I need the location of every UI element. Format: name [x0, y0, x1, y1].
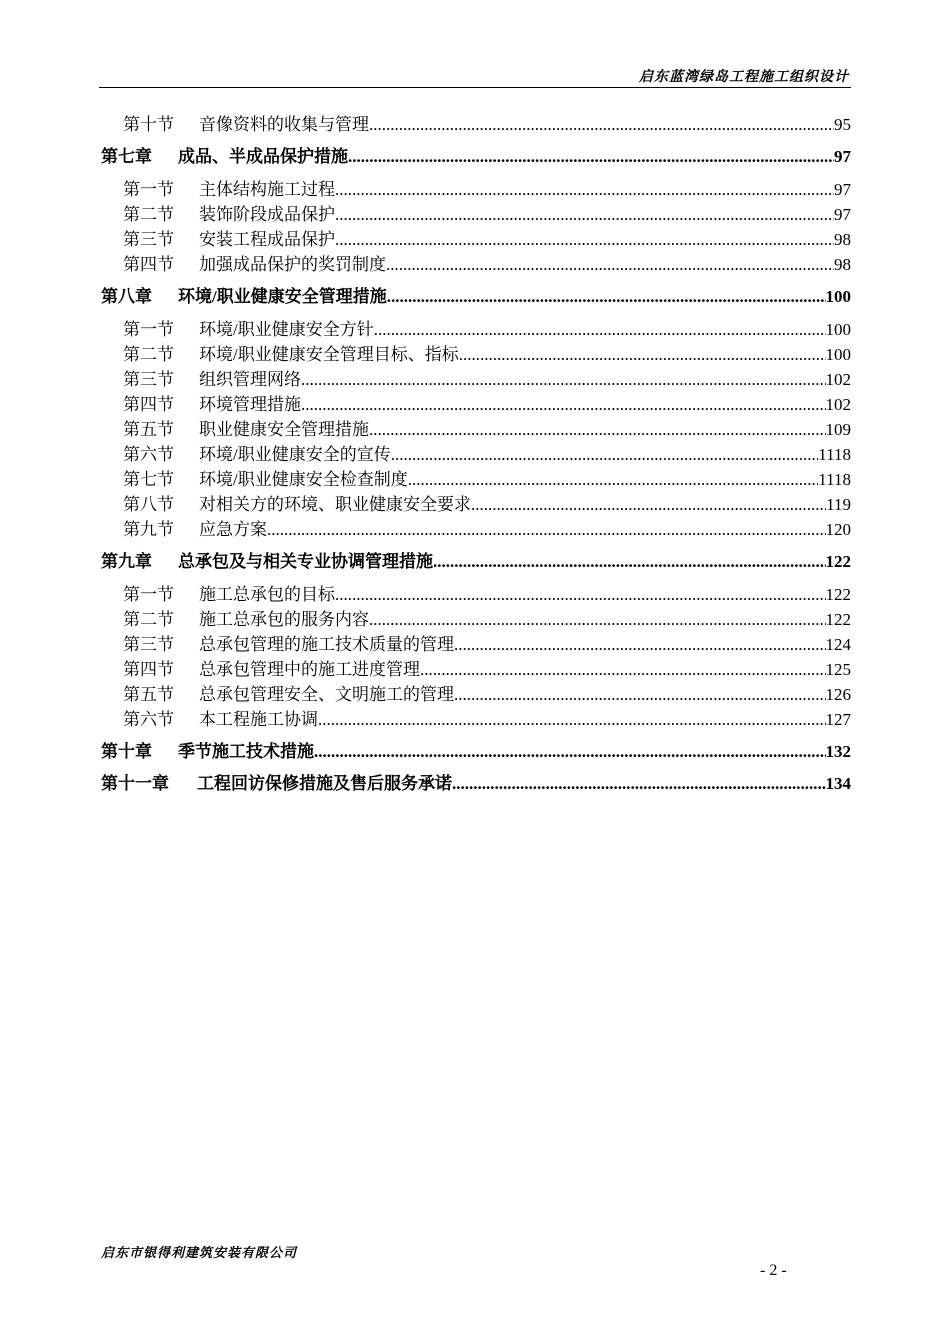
toc-entry-number: 第十一章 [101, 774, 169, 793]
toc-dot-leader [386, 252, 834, 277]
toc-entry-number: 第二节 [123, 205, 174, 224]
toc-section-entry[interactable] [101, 252, 851, 277]
toc-dot-leader [335, 227, 834, 252]
toc-entry-page: 102 [825, 370, 851, 389]
toc-entry-page: 1118 [818, 470, 851, 489]
toc-entry-number: 第三节 [123, 370, 174, 389]
toc-dot-leader [454, 632, 826, 657]
toc-entry-page: 122 [825, 585, 851, 604]
toc-entry-page: 97 [834, 205, 851, 224]
toc-entry-page: 127 [825, 710, 851, 729]
toc-section-entry[interactable] [101, 657, 851, 682]
toc-entry-page: 98 [834, 230, 851, 249]
toc-entry-page: 119 [826, 495, 851, 514]
toc-entry-title: 环境/职业健康安全管理目标、指标 [199, 345, 459, 364]
toc-dot-leader [420, 657, 826, 682]
toc-dot-leader [433, 550, 826, 574]
toc-entry-number: 第一节 [123, 320, 174, 339]
toc-chapter-entry[interactable] [101, 145, 851, 169]
toc-section-entry[interactable] [101, 342, 851, 367]
toc-entry-title: 工程回访保修措施及售后服务承诺 [197, 774, 452, 793]
toc-entry-page: 124 [825, 635, 851, 654]
toc-section-entry[interactable] [101, 227, 851, 252]
toc-entry-number: 第一节 [123, 180, 174, 199]
toc-entry-number: 第一节 [123, 585, 174, 604]
page-number: - 2 - [760, 1262, 787, 1279]
toc-entry-number: 第六节 [123, 710, 174, 729]
toc-dot-leader [369, 417, 826, 442]
footer-company-name: 启东市银得利建筑安装有限公司 [101, 1246, 298, 1261]
toc-dot-leader [335, 202, 834, 227]
toc-entry-title: 组织管理网络 [199, 370, 301, 389]
toc-entry-number: 第七节 [123, 470, 174, 489]
toc-entry-page: 134 [825, 774, 851, 793]
toc-dot-leader [408, 467, 819, 492]
toc-dot-leader [301, 367, 826, 392]
toc-entry-page: 97 [834, 180, 851, 199]
toc-dot-leader [267, 517, 826, 542]
toc-dot-leader [335, 177, 834, 202]
toc-entry-page: 102 [825, 395, 851, 414]
toc-chapter-entry[interactable] [101, 740, 851, 764]
toc-entry-title: 音像资料的收集与管理 [199, 115, 369, 134]
toc-section-entry[interactable] [101, 367, 851, 392]
toc-entry-title: 总承包管理的施工技术质量的管理 [199, 635, 454, 654]
toc-section-entry[interactable] [101, 607, 851, 632]
toc-entry-number: 第六节 [123, 445, 174, 464]
toc-section-entry[interactable] [101, 467, 851, 492]
toc-entry-title: 主体结构施工过程 [199, 180, 335, 199]
toc-entry-page: 100 [825, 345, 851, 364]
toc-section-entry[interactable] [101, 492, 851, 517]
toc-section-entry[interactable] [101, 707, 851, 732]
toc-entry-number: 第二节 [123, 345, 174, 364]
toc-entry-page: 122 [825, 610, 851, 629]
toc-entry-page: 120 [825, 520, 851, 539]
toc-entry-title: 环境/职业健康安全检查制度 [199, 470, 408, 489]
toc-entry-title: 环境管理措施 [199, 395, 301, 414]
toc-entry-page: 100 [825, 320, 851, 339]
toc-entry-number: 第九章 [101, 552, 152, 571]
toc-dot-leader [348, 145, 834, 169]
toc-chapter-entry[interactable] [101, 285, 851, 309]
toc-entry-page: 97 [834, 147, 851, 166]
toc-section-entry[interactable] [101, 177, 851, 202]
toc-dot-leader [471, 492, 826, 517]
toc-entry-number: 第四节 [123, 255, 174, 274]
toc-entry-title: 应急方案 [199, 520, 267, 539]
toc-entry-number: 第四节 [123, 395, 174, 414]
toc-dot-leader [452, 772, 826, 796]
toc-entry-number: 第八节 [123, 495, 174, 514]
toc-chapter-entry[interactable] [101, 772, 851, 796]
toc-entry-title: 环境/职业健康安全管理措施 [178, 287, 387, 306]
toc-entry-page: 132 [825, 742, 851, 761]
toc-section-entry[interactable] [101, 582, 851, 607]
toc-entry-number: 第九节 [123, 520, 174, 539]
toc-entry-title: 环境/职业健康安全方针 [199, 320, 374, 339]
toc-entry-number: 第二节 [123, 610, 174, 629]
toc-entry-number: 第四节 [123, 660, 174, 679]
toc-entry-number: 第十节 [123, 115, 174, 134]
toc-section-entry[interactable] [101, 112, 851, 137]
table-of-contents [101, 112, 851, 804]
toc-entry-page: 100 [825, 287, 851, 306]
toc-dot-leader [391, 442, 819, 467]
toc-dot-leader [301, 392, 826, 417]
toc-entry-number: 第五节 [123, 420, 174, 439]
toc-dot-leader [374, 317, 826, 342]
toc-section-entry[interactable] [101, 317, 851, 342]
running-header-title: 启东蓝湾绿岛工程施工组织设计 [639, 69, 849, 85]
toc-section-entry[interactable] [101, 392, 851, 417]
toc-section-entry[interactable] [101, 517, 851, 542]
toc-entry-number: 第八章 [101, 287, 152, 306]
toc-dot-leader [387, 285, 826, 309]
toc-entry-number: 第五节 [123, 685, 174, 704]
toc-entry-page: 109 [825, 420, 851, 439]
toc-section-entry[interactable] [101, 442, 851, 467]
toc-dot-leader [314, 740, 826, 764]
toc-entry-number: 第三节 [123, 635, 174, 654]
toc-entry-page: 126 [825, 685, 851, 704]
toc-entry-page: 125 [825, 660, 851, 679]
toc-entry-number: 第三节 [123, 230, 174, 249]
header-rule [99, 87, 851, 88]
toc-dot-leader [318, 707, 826, 732]
toc-dot-leader [369, 607, 826, 632]
toc-section-entry[interactable] [101, 682, 851, 707]
toc-entry-number: 第十章 [101, 742, 152, 761]
toc-dot-leader [454, 682, 826, 707]
toc-entry-title: 施工总承包的目标 [199, 585, 335, 604]
toc-entry-page: 1118 [818, 445, 851, 464]
toc-dot-leader [335, 582, 826, 607]
toc-dot-leader [369, 112, 834, 137]
toc-dot-leader [459, 342, 826, 367]
toc-entry-page: 122 [825, 552, 851, 571]
toc-entry-title: 装饰阶段成品保护 [199, 205, 335, 224]
toc-entry-title: 施工总承包的服务内容 [199, 610, 369, 629]
toc-entry-title: 安装工程成品保护 [199, 230, 335, 249]
toc-entry-title: 本工程施工协调 [199, 710, 318, 729]
toc-entry-page: 95 [834, 115, 851, 134]
toc-section-entry[interactable] [101, 202, 851, 227]
toc-entry-title: 职业健康安全管理措施 [199, 420, 369, 439]
toc-entry-title: 总承包及与相关专业协调管理措施 [178, 552, 433, 571]
toc-entry-title: 加强成品保护的奖罚制度 [199, 255, 386, 274]
toc-entry-number: 第七章 [101, 147, 152, 166]
toc-entry-title: 环境/职业健康安全的宣传 [199, 445, 391, 464]
toc-entry-title: 成品、半成品保护措施 [178, 147, 348, 166]
toc-section-entry[interactable] [101, 417, 851, 442]
toc-entry-title: 对相关方的环境、职业健康安全要求 [199, 495, 471, 514]
toc-entry-title: 总承包管理安全、文明施工的管理 [199, 685, 454, 704]
toc-chapter-entry[interactable] [101, 550, 851, 574]
toc-section-entry[interactable] [101, 632, 851, 657]
toc-entry-title: 总承包管理中的施工进度管理 [199, 660, 420, 679]
toc-entry-page: 98 [834, 255, 851, 274]
toc-entry-title: 季节施工技术措施 [178, 742, 314, 761]
